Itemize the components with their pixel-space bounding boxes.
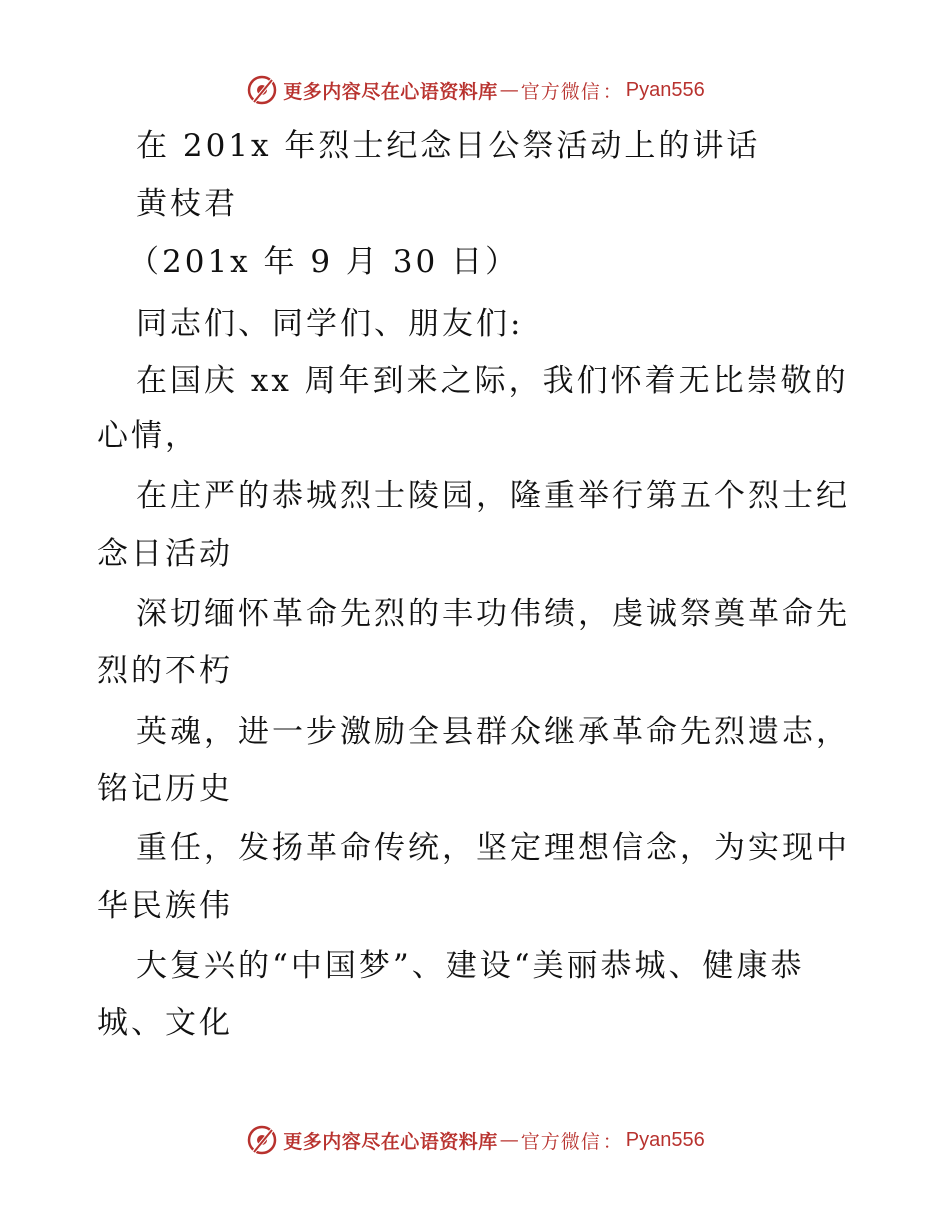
paragraph-line: 深切缅怀革命先烈的丰功伟绩，虔诚祭奠革命先 (136, 596, 850, 632)
paragraph-line: 念日活动 (97, 536, 233, 572)
header-watermark (0, 70, 950, 110)
pen-logo-icon (245, 73, 279, 107)
document-title: 在 201x 年烈士纪念日公祭活动上的讲话 (136, 128, 761, 164)
paragraph-line: 城、文化 (97, 1005, 233, 1041)
document-date: （201x 年 9 月 30 日） (128, 244, 520, 280)
paragraph-line: 在庄严的恭城烈士陵园，隆重举行第五个烈士纪 (136, 478, 850, 514)
paragraph-line: 华民族伟 (97, 888, 233, 924)
watermark-wechat-label: 官方微信 (520, 1130, 601, 1153)
paragraph-line: 在国庆 xx 周年到来之际，我们怀着无比崇敬的 (136, 363, 849, 399)
paragraph-line: 烈的不朽 (97, 653, 233, 689)
paragraph-line: 铭记历史 (97, 771, 233, 807)
footer-watermark (0, 1120, 950, 1160)
paragraph-line: 英魂，进一步激励全县群众继承革命先烈遗志， (136, 714, 850, 750)
paragraph-line: 大复兴的“中国梦”、建设“美丽恭城、健康恭 (136, 948, 805, 984)
pen-logo-icon (245, 1123, 279, 1157)
watermark-wechat-id: Pyan556 (625, 1128, 705, 1151)
watermark-separator: ： (602, 80, 622, 103)
paragraph-line: 心情， (97, 418, 199, 454)
watermark-wechat-label: 官方微信 (520, 80, 601, 103)
document-salutation: 同志们、同学们、朋友们: (136, 306, 524, 342)
watermark-separator: ： (602, 1130, 622, 1153)
watermark-dash: — (499, 1129, 519, 1151)
watermark-text: 更多内容尽在心语资料库 (283, 80, 498, 103)
document-author: 黄枝君 (136, 186, 238, 222)
watermark-wechat-id: Pyan556 (625, 78, 705, 101)
watermark-dash: — (499, 79, 519, 101)
watermark-text: 更多内容尽在心语资料库 (283, 1130, 498, 1153)
paragraph-line: 重任，发扬革命传统，坚定理想信念，为实现中 (136, 830, 850, 866)
